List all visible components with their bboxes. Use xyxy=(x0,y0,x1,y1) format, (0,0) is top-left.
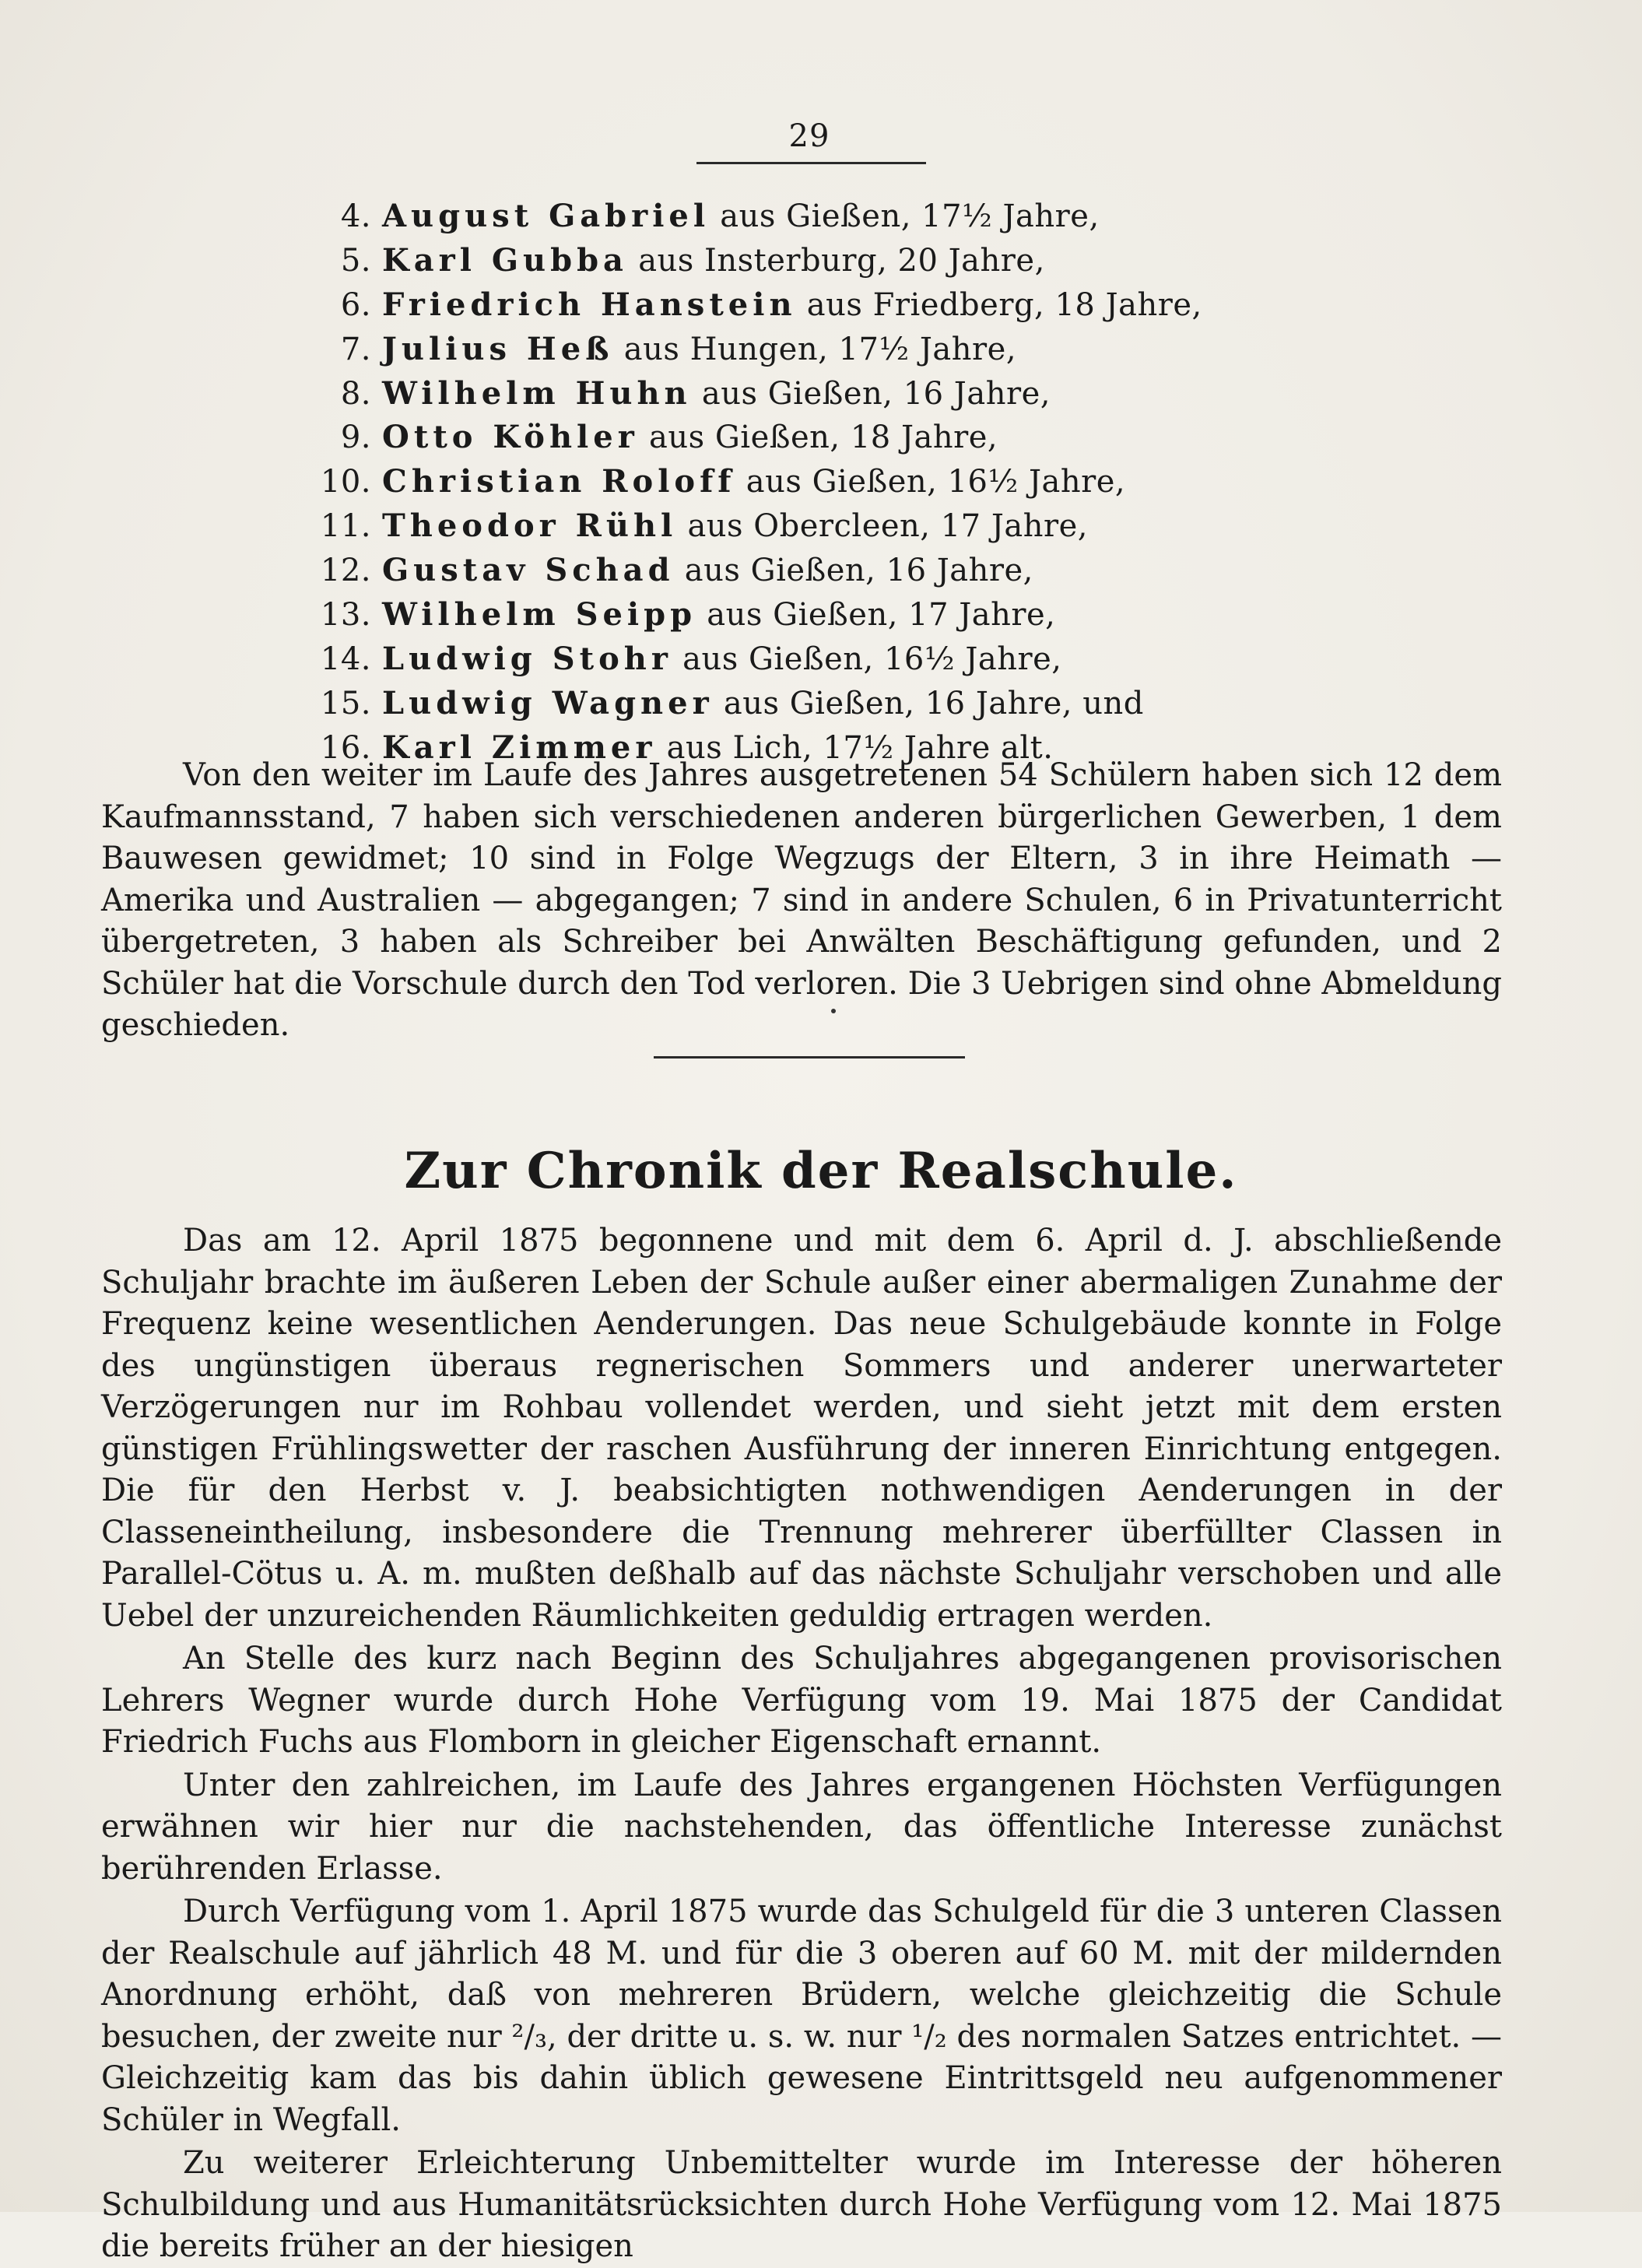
chronicle-paragraph: Das am 12. April 1875 begonnene und mit dem 6. April d. J. abschließende Schuljahr brachte im äußeren Leben der Schule außer einer abermaligen Zunahme der Frequenz keine wesentlichen Aenderungen. Das neue Schulgebäude konnte in Folge des ungünstigen überaus regnerischen Sommers und anderer unerwarteter Verzögerungen nur im Rohbau vollendet werden, und sieht jetzt mit dem ersten günstigen Frühlingswetter der raschen Ausführung der inneren Einrichtung entgegen. Die für den Herbst v. J. beabsichtigten nothwendigen Aenderungen in der Classeneintheilung, insbesondere die Trennung mehrerer überfüllter Classen in Parallel-Cötus u. A. m. mußten deßhalb auf das nächste Schuljahr verschoben und alle Uebel der unzureichenden Räumlichkeiten geduldig ertragen werden. xyxy=(101,1223,1502,1634)
item-number: 12. xyxy=(320,553,371,589)
item-number: 9. xyxy=(340,420,371,456)
list-item xyxy=(307,283,1202,328)
student-origin: aus Lich, 17½ Jahre alt. xyxy=(656,729,1054,766)
student-origin: aus Gießen, 17 Jahre, xyxy=(696,597,1056,634)
item-number: 8. xyxy=(340,375,371,412)
printer-dot xyxy=(831,1009,836,1013)
item-number: 4. xyxy=(340,198,371,234)
chronicle-paragraph: Durch Verfügung vom 1. April 1875 wurde das Schulgeld für die 3 unteren Classen der Realschule auf jährlich 48 M. und für die 3 oberen auf 60 M. mit der mildernden Anordnung erhöht, daß von mehreren Brüdern, welche gleichzeitig die Schule besuchen, der zweite nur ²/₃, der dritte u. s. w. nur ¹/₂ des normalen Satzes entrichtet. — Gleichzeitig kam das bis dahin üblich gewesene Eintrittsgeld neu aufgenommener Schüler in Wegfall. xyxy=(101,1894,1502,2138)
departures-paragraph: Von den weiter im Laufe des Jahres ausgetretenen 54 Schülern haben sich 12 dem Kaufmannsstand, 7 haben sich verschiedenen anderen bürgerlichen Gewerben, 1 dem Bauwesen gewidmet; 10 sind in Folge Wegzugs der Eltern, 3 in ihre Heimath — Amerika und Australien — abgegangen; 7 sind in andere Schulen, 6 in Privatunterricht übergetreten, 3 haben als Schreiber bei Anwälten Beschäftigung gefunden, und 2 Schüler hat die Vorschule durch den Tod verloren. Die 3 Uebrigen sind ohne Abmeldung geschieden. xyxy=(101,757,1502,1043)
list-item xyxy=(307,328,1086,372)
chronicle-paragraph: An Stelle des kurz nach Beginn des Schuljahres abgegangenen provisorischen Lehrers Wegner wurde durch Hohe Verfügung vom 19. Mai 1875 der Candidat Friedrich Fuchs aus Flomborn in gleicher Eigenschaft ernannt. xyxy=(101,1641,1502,1760)
item-number: 14. xyxy=(320,641,371,677)
student-name: Theodor Rühl xyxy=(382,507,678,545)
student-name: August Gabriel xyxy=(382,198,710,234)
list-item xyxy=(307,682,1144,726)
student-name: Karl Zimmer xyxy=(382,728,657,766)
chronicle-section xyxy=(101,1220,1502,2268)
item-number: 5. xyxy=(340,242,371,279)
item-number: 13. xyxy=(320,597,371,634)
student-origin: aus Gießen, 16½ Jahre, xyxy=(672,641,1062,677)
student-origin: aus Gießen, 16 Jahre, xyxy=(691,375,1051,412)
student-origin: aus Gießen, 17½ Jahre, xyxy=(710,198,1100,234)
item-number: 7. xyxy=(340,331,371,367)
student-origin: aus Gießen, 16 Jahre, und xyxy=(713,685,1144,721)
list-item xyxy=(307,416,1086,460)
student-list xyxy=(307,195,1202,771)
list-item xyxy=(307,460,1126,504)
chronicle-paragraph: Unter den zahlreichen, im Laufe des Jahres ergangenen Höchsten Verfügungen erwähnen wir hier nur die nachstehenden, das öffentliche Interesse zunächst berührenden Erlasse. xyxy=(101,1767,1502,1887)
student-name: Julius Heß xyxy=(382,330,614,367)
list-item xyxy=(307,593,1086,637)
student-origin: aus Hungen, 17½ Jahre, xyxy=(613,331,1017,367)
list-item xyxy=(307,195,1100,239)
student-name: Wilhelm Seipp xyxy=(382,596,697,634)
list-item xyxy=(307,637,1086,682)
student-name: Christian Roloff xyxy=(382,463,736,500)
section-heading: Zur Chronik der Realschule. xyxy=(404,1142,1238,1200)
student-name: Otto Köhler xyxy=(382,419,639,456)
departures-section xyxy=(101,755,1502,1047)
student-name: Karl Gubba xyxy=(382,241,628,279)
student-origin: aus Friedberg, 18 Jahre, xyxy=(796,286,1202,323)
item-number: 15. xyxy=(320,685,371,721)
list-item xyxy=(307,504,1086,549)
student-name: Wilhelm Huhn xyxy=(382,374,692,412)
header-rule xyxy=(696,162,926,164)
page-number: 29 xyxy=(788,118,830,154)
student-origin: aus Obercleen, 17 Jahre, xyxy=(677,508,1088,545)
student-name: Gustav Schad xyxy=(382,552,675,589)
student-origin: aus Gießen, 16½ Jahre, xyxy=(735,464,1126,500)
student-name: Ludwig Wagner xyxy=(382,684,714,721)
student-origin: aus Gießen, 18 Jahre, xyxy=(638,420,998,456)
student-origin: aus Insterburg, 20 Jahre, xyxy=(627,242,1045,279)
item-number: 10. xyxy=(320,464,371,500)
list-item xyxy=(307,372,1086,416)
item-number: 11. xyxy=(320,508,371,545)
item-number: 6. xyxy=(340,286,371,323)
student-name: Ludwig Stohr xyxy=(382,640,672,677)
list-item xyxy=(307,549,1086,593)
section-divider xyxy=(654,1056,965,1059)
student-origin: aus Gießen, 16 Jahre, xyxy=(674,553,1033,589)
chronicle-paragraph: Zu weiterer Erleichterung Unbemittelter wurde im Interesse der höheren Schulbildung und aus Humanitätsrücksichten durch Hohe Verfügung vom 12. Mai 1875 die bereits früher an der hiesigen xyxy=(101,2145,1502,2264)
item-number: 16. xyxy=(320,729,371,766)
student-name: Friedrich Hanstein xyxy=(382,286,797,323)
list-item xyxy=(307,239,1086,283)
